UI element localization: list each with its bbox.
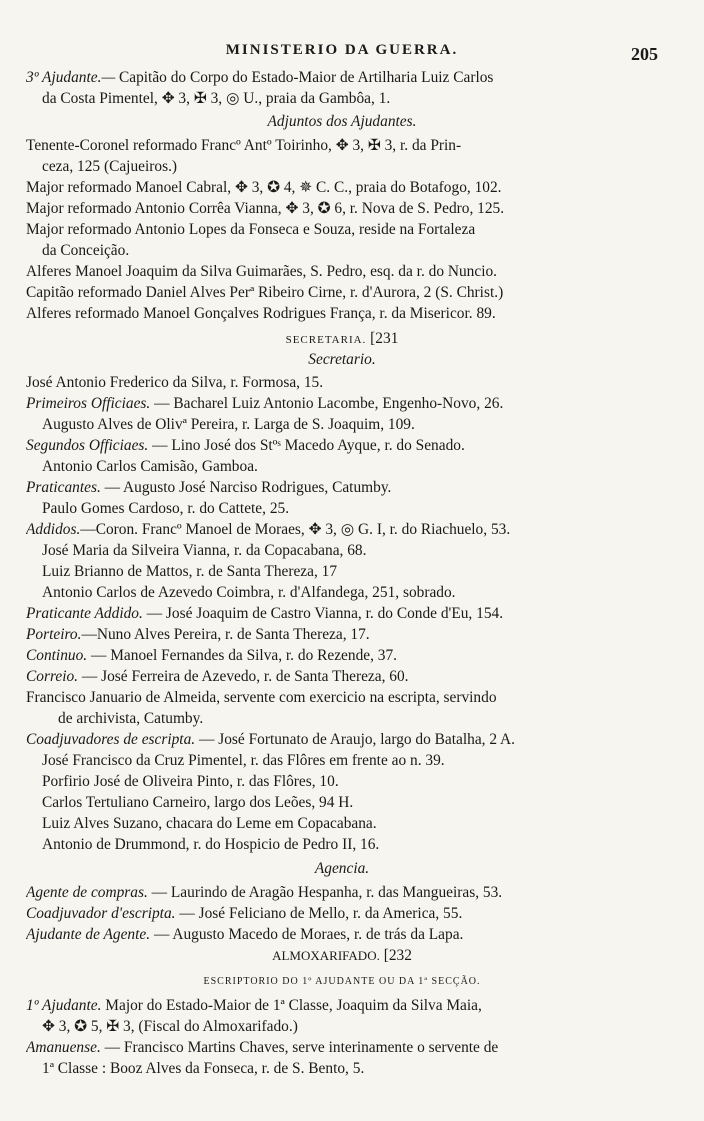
- entry-line: Ajudante de Agente. — Augusto Macedo de Moraes, r. de trás da Lapa.: [26, 926, 464, 943]
- entry-line: Agente de compras. — Laurindo de Aragão Hespanha, r. das Mangueiras, 53.: [26, 884, 503, 901]
- entry-line: Coadjuvadores de escripta. — José Fortunato de Araujo, largo do Batalha, 2 A.: [26, 731, 516, 748]
- entry-line: Porfirio José de Oliveira Pinto, r. das Flôres, 10.: [42, 773, 339, 790]
- section-heading: Agencia.: [314, 860, 370, 877]
- entry-line: Addidos.—Coron. Francº Manoel de Moraes, ✥ 3, ◎ G. I, r. do Riachuelo, 53.: [26, 521, 511, 538]
- entry-line: Porteiro.—Nuno Alves Pereira, r. de Santa Thereza, 17.: [26, 626, 370, 643]
- page-number: 205: [631, 44, 658, 64]
- entry-line: da Costa Pimentel, ✥ 3, ✠ 3, ◎ U., praia da Gambôa, 1.: [42, 90, 391, 107]
- entry-line: Luiz Alves Suzano, chacara do Leme em Copacabana.: [42, 815, 377, 832]
- entry-line: Antonio de Drummond, r. do Hospicio de Pedro II, 16.: [42, 836, 380, 853]
- entry-line: ceza, 125 (Cajueiros.): [42, 158, 178, 175]
- entry-line: Antonio Carlos de Azevedo Coimbra, r. d'Alfandega, 251, sobrado.: [42, 584, 456, 601]
- entry-line: Capitão reformado Daniel Alves Perª Ribeiro Cirne, r. d'Aurora, 2 (S. Christ.): [26, 284, 504, 301]
- entry-line: José Francisco da Cruz Pimentel, r. das Flôres em frente ao n. 39.: [42, 752, 445, 769]
- section-heading: SECRETARIA. [231: [285, 330, 399, 347]
- entry-line: 1º Ajudante. Major do Estado-Maior de 1ª Classe, Joaquim da Silva Maia,: [26, 997, 482, 1014]
- entry-line: Correio. — José Ferreira de Azevedo, r. de Santa Thereza, 60.: [26, 668, 409, 685]
- section-heading: ALMOXARIFADO. [232: [272, 947, 412, 964]
- entry-line: José Maria da Silveira Vianna, r. da Copacabana, 68.: [42, 542, 367, 559]
- entry-line: Alferes reformado Manoel Gonçalves Rodrigues França, r. da Misericor. 89.: [26, 305, 496, 322]
- entry-line: Amanuense. — Francisco Martins Chaves, serve interinamente o servente de: [26, 1039, 499, 1056]
- page-header-title: MINISTERIO DA GUERRA.: [225, 42, 459, 58]
- entry-line: Primeiros Officiaes. — Bacharel Luiz Antonio Lacombe, Engenho-Novo, 26.: [26, 395, 504, 412]
- section-heading: ESCRIPTORIO DO 1º AJUDANTE OU DA 1ª SECÇÃO.: [203, 976, 481, 987]
- entry-line: Major reformado Antonio Corrêa Vianna, ✥ 3, ✪ 6, r. Nova de S. Pedro, 125.: [26, 200, 505, 217]
- entry-line: José Antonio Frederico da Silva, r. Formosa, 15.: [26, 374, 324, 391]
- entry-line: Coadjuvador d'escripta. — José Feliciano de Mello, r. da America, 55.: [26, 905, 463, 922]
- entry-line: Major reformado Manoel Cabral, ✥ 3, ✪ 4, ✵ C. C., praia do Botafogo, 102.: [26, 179, 502, 196]
- entry-line: Major reformado Antonio Lopes da Fonseca e Souza, reside na Fortaleza: [26, 221, 476, 238]
- entry-line: Paulo Gomes Cardoso, r. do Cattete, 25.: [42, 500, 290, 517]
- entry-line: Francisco Januario de Almeida, servente com exercicio na escripta, servindo: [26, 689, 497, 706]
- entry-line: Luiz Brianno de Mattos, r. de Santa Thereza, 17: [42, 563, 338, 580]
- entry-line: Alferes Manoel Joaquim da Silva Guimarães, S. Pedro, esq. da r. do Nuncio.: [26, 263, 498, 280]
- entry-line: Augusto Alves de Olivª Pereira, r. Larga de S. Joaquim, 109.: [42, 416, 415, 433]
- entry-line: Tenente-Coronel reformado Francº Antº Toirinho, ✥ 3, ✠ 3, r. da Prin-: [26, 137, 462, 154]
- entry-line: Antonio Carlos Camisão, Gamboa.: [42, 458, 258, 475]
- entry-line: ✥ 3, ✪ 5, ✠ 3, (Fiscal do Almoxarifado.): [42, 1018, 298, 1035]
- entry-line: Segundos Officiaes. — Lino José dos Stºˢ Macedo Ayque, r. do Senado.: [26, 437, 465, 454]
- section-heading: Adjuntos dos Ajudantes.: [267, 113, 417, 130]
- entry-line: Praticante Addido. — José Joaquim de Castro Vianna, r. do Conde d'Eu, 154.: [26, 605, 504, 622]
- entry-line: Carlos Tertuliano Carneiro, largo dos Leões, 94 H.: [42, 794, 354, 811]
- entry-line: de archivista, Catumby.: [58, 710, 204, 727]
- entry-line: Praticantes. — Augusto José Narciso Rodrigues, Catumby.: [26, 479, 392, 496]
- entry-line: Continuo. — Manoel Fernandes da Silva, r. do Rezende, 37.: [26, 647, 398, 664]
- entry-line: 1ª Classe : Booz Alves da Fonseca, r. de S. Bento, 5.: [42, 1060, 365, 1077]
- entry-line: da Conceição.: [42, 242, 130, 259]
- entry-line: 3º Ajudante.— Capitão do Corpo do Estado-Maior de Artilharia Luiz Carlos: [26, 69, 494, 86]
- section-heading: Secretario.: [308, 351, 376, 368]
